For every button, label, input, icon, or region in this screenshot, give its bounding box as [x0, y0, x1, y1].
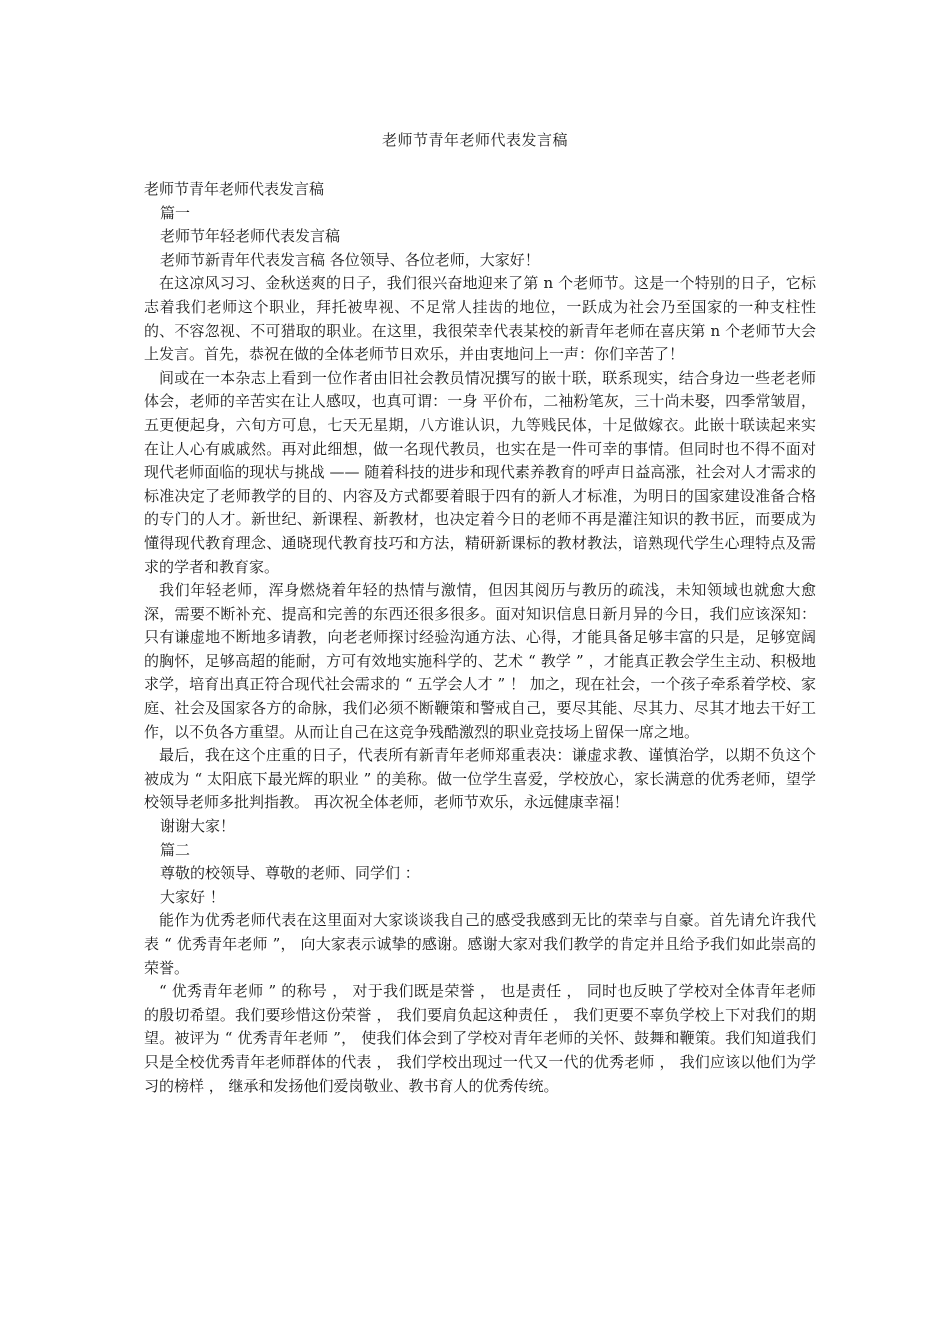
part-two-greeting: 大家好 ！ — [160, 887, 225, 906]
paragraph: 能作为优秀老师代表在这里面对大家谈谈我自己的感受我感到无比的荣幸与自豪。首先请允许我代表 “ 优秀青年老师 ”， 向大家表示诚挚的感谢。感谢大家对我们教学的肯定并且给予我们如此崇高的荣誉。 — [144, 911, 816, 977]
part-one-greeting: 老师节新青年代表发言稿 各位领导、各位老师，大家好！ — [160, 250, 540, 269]
part-two-label: 篇二 — [160, 840, 191, 859]
paragraph: 间或在一本杂志上看到一位作者由旧社会教员情况撰写的嵌十联，联系现实，结合身边一些老老师体会，老师的辛苦实在让人感叹，也真可谓：一身 平价布，二袖粉笔灰，三十尚未娶，四季常皱眉，五更便起身，六旬方可息，七天无星期，八方谁认识，九等贱民体，十足做嫁衣。此嵌十联读起来实在让人心有戚戚然。再对此细想，做一名现代教员，也实在是一件可幸的事情。但同时也不得不面对现代老师面临的现状与挑战 —— 随着科技的进步和现代素养教育的呼声日益高涨，社会对人才需求的标准决定了老师教学的目的、内容及方式都要着眼于四有的新人才标准，为明日的国家建设准备合格的专门的人才。新世纪、新课程、新教材，也决定着今日的老师不再是灌注知识的教书匠，而要成为懂得现代教育理念、通晓现代教育技巧和方法，精研新课标的教材教法，谙熟现代学生心理特点及需求的学者和教育家。 — [144, 368, 816, 576]
part-one-subtitle: 老师节年轻老师代表发言稿 — [160, 227, 341, 246]
part-two-salutation: 尊敬的校领导、尊敬的老师、同学们 ： — [160, 864, 420, 883]
part-one-label: 篇一 — [160, 203, 191, 222]
document-body — [144, 178, 816, 1098]
part-one-closing: 谢谢大家！ — [160, 817, 236, 836]
paragraph: 在这凉风习习、金秋送爽的日子，我们很兴奋地迎来了第 n 个老师节。这是一个特别的日子，它标志着我们老师这个职业，拜托被卑视、不足常人挂齿的地位，一跃成为社会乃至国家的一种支柱性的、不容忽视、不可猎取的职业。在这里，我很荣幸代表某校的新青年老师在喜庆第 n 个老师节大会上发言。首先，恭祝在做的全体老师节日欢乐，并由衷地问上一声：你们辛苦了！ — [144, 274, 816, 364]
paragraph: 最后，我在这个庄重的日子，代表所有新青年老师郑重表决：谦虚求教、谨慎治学，以期不负这个被成为 “ 太阳底下最光辉的职业 ” 的美称。做一位学生喜爱，学校放心，家长满意的优秀老师，望学校领导老师多批判指教。 再次祝全体老师，老师节欢乐，永远健康幸福！ — [144, 746, 816, 812]
document-heading: 老师节青年老师代表发言稿 — [144, 180, 325, 198]
document-title: 老师节青年老师代表发言稿 — [381, 131, 568, 149]
paragraph: 我们年轻老师，浑身燃烧着年轻的热情与激情，但因其阅历与教历的疏浅，未知领域也就愈大愈深，需要不断补充、提高和完善的东西还很多很多。面对知识信息日新月异的今日，我们应该深知：只有谦虚地不断地多请教，向老老师探讨经验沟通方法、心得，才能具备足够丰富的只是，足够宽阔的胸怀，足够高超的能耐，方可有效地实施科学的、艺术 “ 教学 ” ，才能真正教会学生主动、积极地求学，培育出真正符合现代社会需求的 “ 五学会人才 ” ！ 加之，现在社会，一个孩子牵系着学校、家庭、社会及国家各方的命脉，我们必须不断鞭策和警戒自己，要尽其能、尽其力、尽其才地去干好工作，以不负各方重望。从而让自己在这竞争残酷激烈的职业竞技场上留保一席之地。 — [144, 581, 816, 741]
paragraph: “ 优秀青年老师 ” 的称号 ， 对于我们既是荣誉 ， 也是责任 ， 同时也反映了学校对全体青年老师的殷切希望。我们要珍惜这份荣誉 ， 我们要肩负起这种责任 ， 我们更要不辜负学校上下对我们的期望。被评为 “ 优秀青年老师 ”， 使我们体会到了学校对青年老师的关怀、鼓舞和鞭策。我们知道我们只是全校优秀青年老师群体的代表 ， 我们学校出现过一代又一代的优秀老师 ， 我们应该以他们为学习的榜样 ， 继承和发扬他们爱岗敬业、教书育人的优秀传统。 — [144, 982, 816, 1095]
